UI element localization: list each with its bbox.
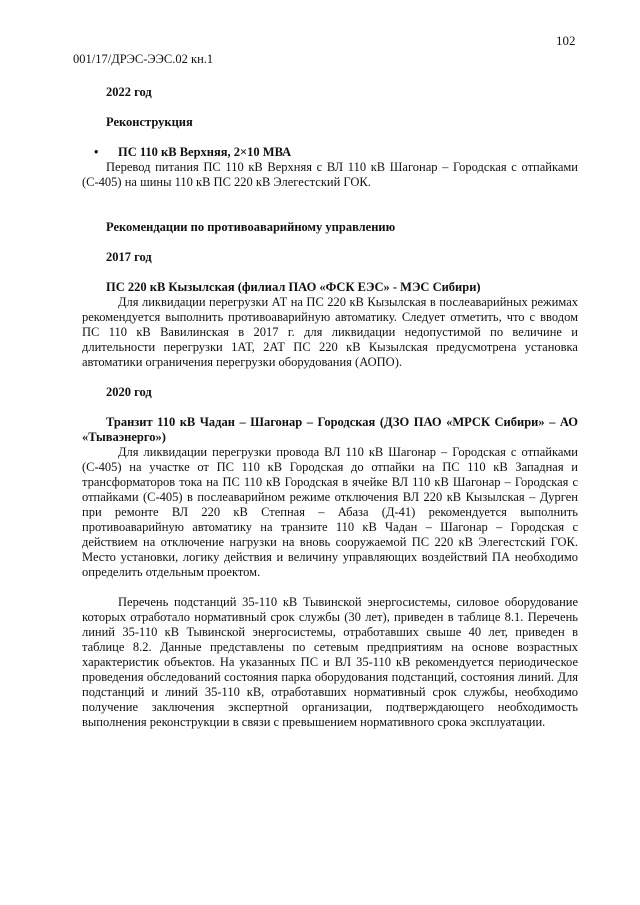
bullet-icon: • bbox=[94, 145, 99, 159]
object-1-text: Для ликвидации перегрузки АТ на ПС 220 кВ Кызылская в послеаварийных режимах рекомендуется выполнить противоаварийную автоматику. Следует отметить, что с вводом ПС 110 кВ Вавилинская в 2017 г. для ликвидации недопустимой по величине и длительности перегрузки 1АТ, 2АТ ПС 220 кВ Кызылская предусмотрена установка автоматики ограничения перегрузки оборудования (АОПО). bbox=[82, 295, 578, 369]
heading-reconstruction: Реконструкция bbox=[106, 115, 193, 129]
final-paragraph: Перечень подстанций 35-110 кВ Тывинской энергосистемы, силовое оборудование которых отработало нормативный срок службы (30 лет), приведен в таблице 8.1. Перечень линий 35-110 кВ Тывинской энергосистемы, отработавших свыше 40 лет, приведен в таблице 8.2. Данные представлены по сетевым предприятиям на основе возрастных характеристик объектов. На указанных ПС и ВЛ 35-110 кВ рекомендуется периодическое проведения обследований состояния парка оборудования подстанций, состояния линий. Для подстанций и линий 35-110 кВ, отработавших нормативный срок службы, необходимо получение заключения экспертной организации, подтверждающего необходимость выполнения реконструкции в связи с превышением нормативного срока эксплуатации. bbox=[82, 595, 578, 729]
bullet-title: ПС 110 кВ Верхняя, 2×10 МВА bbox=[118, 145, 292, 159]
object-2-title: Транзит 110 кВ Чадан – Шагонар – Городская (ДЗО ПАО «МРСК Сибири» – АО «Тываэнерго») bbox=[82, 415, 578, 444]
document-body bbox=[82, 80, 578, 730]
object-2-text: Для ликвидации перегрузки провода ВЛ 110 кВ Шагонар – Городская с отпайками (С-405) на участке от ПС 110 кВ Городская до отпайки на ПС 110 кВ Западная и трансформаторов тока на ПС 110 кВ Городская в ячейке ВЛ 110 кВ Шагонар – Городская с отпайками (С-405) в послеаварийном режиме отключения ВЛ 220 кВ Кызылская – Дурген при ремонте ВЛ 220 кВ Степная – Абаза (Д-41) рекомендуется выполнить противоаварийную автоматику на транзите 110 кВ Чадан – Шагонар – Городская с действием на отключение нагрузки на вновь сооружаемой ПС 220 кВ Элегестский ГОК. Место установки, логику действия и величину управляющих воздействий ПА необходимо определить отдельным проектом. bbox=[82, 445, 578, 579]
bullet-text: Перевод питания ПС 110 кВ Верхняя с ВЛ 110 кВ Шагонар – Городская с отпайками (С-405) на шины 110 кВ ПС 220 кВ Элегестский ГОК. bbox=[82, 160, 578, 189]
heading-recommendations: Рекомендации по противоаварийному управлению bbox=[106, 220, 396, 234]
heading-2022: 2022 год bbox=[106, 85, 152, 99]
bullet-item bbox=[94, 145, 578, 160]
object-1-title: ПС 220 кВ Кызылская (филиал ПАО «ФСК ЕЭС» - МЭС Сибири) bbox=[106, 280, 481, 294]
heading-2020: 2020 год bbox=[106, 385, 152, 399]
document-code: 001/17/ДРЭС-ЭЭС.02 кн.1 bbox=[73, 52, 214, 66]
page-number: 102 bbox=[556, 33, 576, 48]
heading-2017: 2017 год bbox=[106, 250, 152, 264]
